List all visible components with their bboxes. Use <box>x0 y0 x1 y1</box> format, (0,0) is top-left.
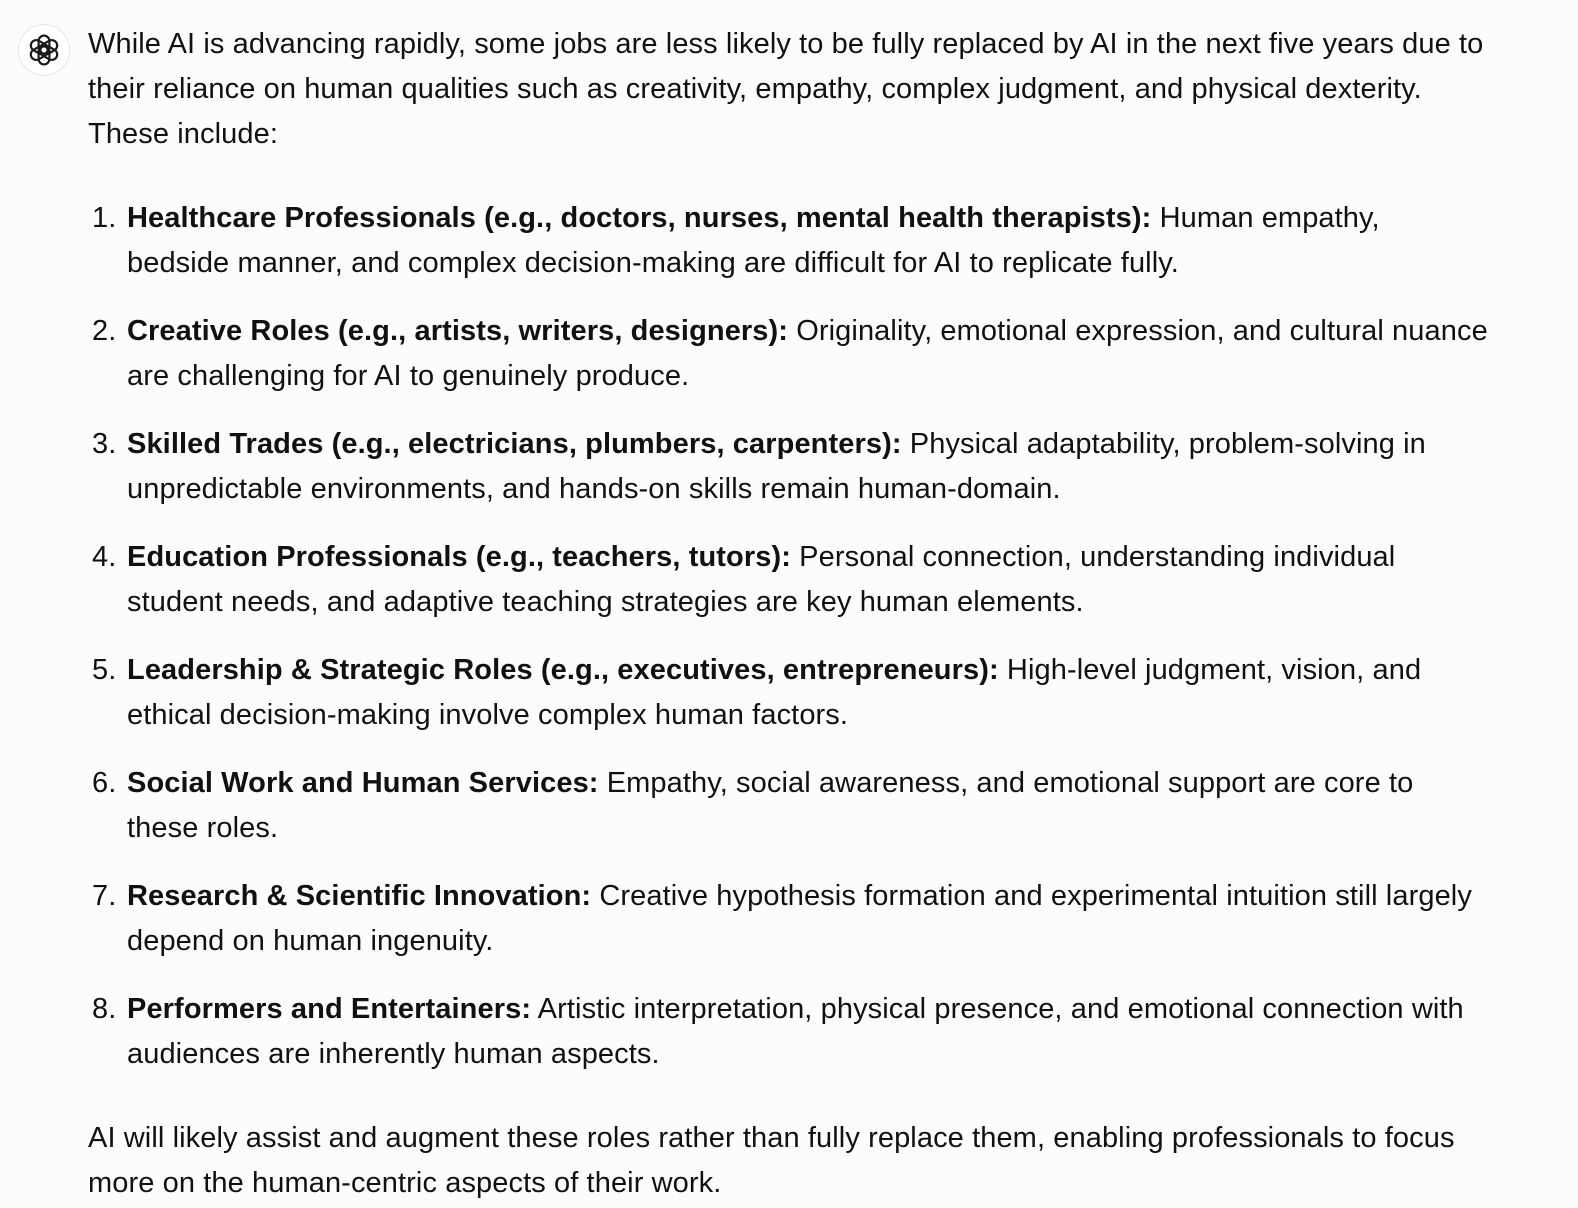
list-item <box>88 535 1488 625</box>
list-item-number: 3. <box>92 428 117 460</box>
list-item <box>88 309 1488 399</box>
list-item-text: Personal connection, understanding individual student needs, and adaptive teaching strategies are key human elements. <box>127 541 1396 618</box>
list-item-text: Physical adaptability, problem-solving in unpredictable environments, and hands-on skills remain human-domain. <box>127 428 1426 505</box>
list-item-text: Originality, emotional expression, and cultural nuance are challenging for AI to genuinely produce. <box>127 315 1488 392</box>
list-item <box>88 761 1488 851</box>
intro-paragraph: While AI is advancing rapidly, some jobs are less likely to be fully replaced by AI in the next five years due to their reliance on human qualities such as creativity, empathy, complex judgment, and physical dexterity. These include: <box>88 28 1484 150</box>
list-item-title: Performers and Entertainers: <box>127 993 532 1025</box>
list-item-title: Education Professionals (e.g., teachers, tutors): <box>127 541 791 573</box>
list-item-title: Social Work and Human Services: <box>127 767 599 799</box>
assistant-logo-icon <box>26 32 62 68</box>
list-item-title: Leadership & Strategic Roles (e.g., executives, entrepreneurs): <box>127 654 999 686</box>
list-item-title: Skilled Trades (e.g., electricians, plumbers, carpenters): <box>127 428 902 460</box>
list-item-number: 5. <box>92 654 117 686</box>
list-item-title: Creative Roles (e.g., artists, writers, designers): <box>127 315 789 347</box>
jobs-list <box>88 196 1488 1077</box>
list-item <box>88 422 1488 512</box>
list-item <box>88 987 1488 1077</box>
list-item-number: 4. <box>92 541 117 573</box>
list-item-text: High-level judgment, vision, and ethical decision-making involve complex human factors. <box>127 654 1422 731</box>
list-item <box>88 196 1488 286</box>
assistant-avatar <box>18 24 70 76</box>
list-item-number: 1. <box>92 202 117 234</box>
message-content <box>88 22 1488 1206</box>
list-item <box>88 874 1488 964</box>
list-item-title: Healthcare Professionals (e.g., doctors, nurses, mental health therapists): <box>127 202 1152 234</box>
outro-paragraph: AI will likely assist and augment these roles rather than fully replace them, enabling professionals to focus more on the human-centric aspects of their work. <box>88 1122 1455 1199</box>
list-item-number: 6. <box>92 767 117 799</box>
list-item-text: Artistic interpretation, physical presence, and emotional connection with audiences are inherently human aspects. <box>127 993 1464 1070</box>
list-item-text: Human empathy, bedside manner, and complex decision-making are difficult for AI to replicate fully. <box>127 202 1380 279</box>
list-item-text: Creative hypothesis formation and experimental intuition still largely depend on human ingenuity. <box>127 880 1472 957</box>
list-item-number: 8. <box>92 993 117 1025</box>
list-item-text: Empathy, social awareness, and emotional support are core to these roles. <box>127 767 1414 844</box>
list-item-title: Research & Scientific Innovation: <box>127 880 592 912</box>
list-item-number: 7. <box>92 880 117 912</box>
list-item-number: 2. <box>92 315 117 347</box>
list-item <box>88 648 1488 738</box>
